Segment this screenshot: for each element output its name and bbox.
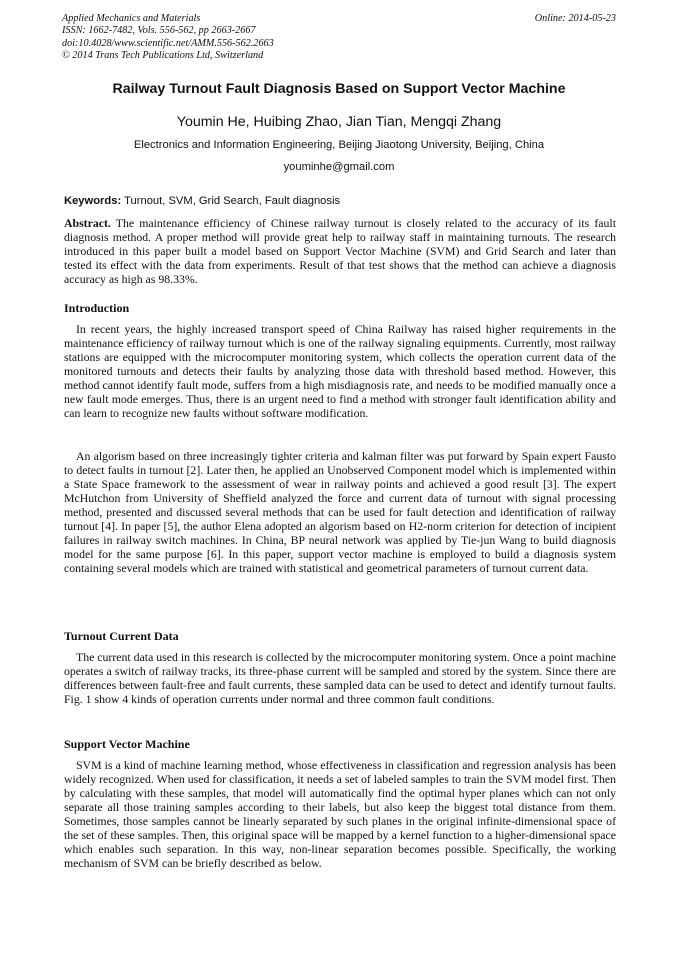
turnout-paragraph: The current data used in this research is collected by the microcomputer monitoring system. Once a point machine operates a switch of railway tracks, its three-phase current will be sampled and stored by the system. Since there are differences between fault-free and fault currents, these sampled data can be used to detect and identify turnout faults. Fig. 1 show 4 kinds of operation currents under normal and three common fault conditions. (64, 650, 616, 707)
online-date: Online: 2014-05-23 (534, 13, 616, 24)
issn-line: ISSN: 1662-7482, Vols. 556-562, pp 2663-2667 (62, 25, 256, 37)
keywords-label: Keywords: (64, 195, 122, 207)
journal-name: Applied Mechanics and Materials (62, 13, 201, 24)
abstract-paragraph (64, 216, 616, 286)
affiliation: Electronics and Information Engineering, Beijing Jiaotong University, Beijing, China (133, 139, 545, 151)
copyright-line: © 2014 Trans Tech Publications Ltd, Switzerland (62, 50, 264, 62)
abstract-label: Abstract. (64, 216, 111, 230)
journal-header (62, 13, 616, 63)
abstract-text: The maintenance efficiency of Chinese railway turnout is closely related to the accuracy of its fault diagnosis method. A proper method will provide great help to railway staff in maintaining turnouts. The research introduced in this paper built a model based on Support Vector Machine (SVM) and Grid Search and later than tested its effect with the data from experiments. Result of that test shows that the method can achieve a diagnosis accuracy as high as 98.33%. (64, 216, 616, 287)
section-heading-introduction: Introduction (64, 301, 130, 315)
intro-paragraph-1: In recent years, the highly increased transport speed of China Railway has raised higher requirements in the maintenance efficiency of railway turnout which is one of the railway signaling equipments. Currently, most railway stations are equipped with the microcomputer monitoring system, which collects the operation current data of the monitored turnouts and detects their faults by analyzing those data with threshold based method. However, this method cannot identify fault mode, suffers from a high misdiagnosis rate, and needs to be modified manually once a new fault mode emerges. Thus, there is an urgent need to find a method with stronger fault identification ability and can learn to recognize new faults without software modification. (64, 322, 616, 421)
intro-paragraph-2: An algorism based on three increasingly tighter criteria and kalman filter was put forward by Spain expert Fausto to detect faults in turnout [2]. Later then, he applied an Unobserved Component model which is implemented within a State Space framework to the assessment of wear in railway points and achieved a good result [3]. The expert McHutchon from University of Sheffield analyzed the force and current data of turnout with signal processing method, presented and discussed several methods that can be used for fault detection and identification of railway turnout [4]. In paper [5], the author Elena adopted an algorism based on H2-norm criterion for detection of incipient failures in railway switch machines. In China, BP neural network was applied by Tie-jun Wang to build diagnosis model for the same purpose [6]. In this paper, support vector machine is employed to build a diagnosis system containing several models which are trained with statistical and geometrical parameters of turnout current data. (64, 449, 616, 576)
paper-title: Railway Turnout Fault Diagnosis Based on Support Vector Machine (112, 81, 566, 97)
author-list: Youmin He, Huibing Zhao, Jian Tian, Mengqi Zhang (176, 114, 502, 130)
author-email: youminhe@gmail.com (283, 161, 395, 173)
keywords-text: Turnout, SVM, Grid Search, Fault diagnosis (124, 195, 341, 207)
doi-line: doi:10.4028/www.scientific.net/AMM.556-562.2663 (62, 37, 274, 49)
svm-paragraph: SVM is a kind of machine learning method, whose effectiveness in classification and regression analysis has been widely recognized. When used for classification, it needs a set of labeled samples to train the SVM model first. Then by calculating with these samples, that model will automatically find the optimal hyper planes which can not only separate all those training samples according to their labels, but also keep the biggest total distance from them. Sometimes, those samples cannot be linearly separated by such planes in the original infinite-dimensional space of the set of these samples. Then, this original space will be mapped by a kernel function to a higher-dimensional space which enables such separation. In this way, non-linear separation becomes possible. Specifically, the working mechanism of SVM can be briefly described as below. (64, 758, 616, 871)
section-heading-turnout-current-data: Turnout Current Data (64, 629, 179, 643)
keywords (64, 195, 616, 207)
section-heading-svm: Support Vector Machine (64, 737, 190, 751)
